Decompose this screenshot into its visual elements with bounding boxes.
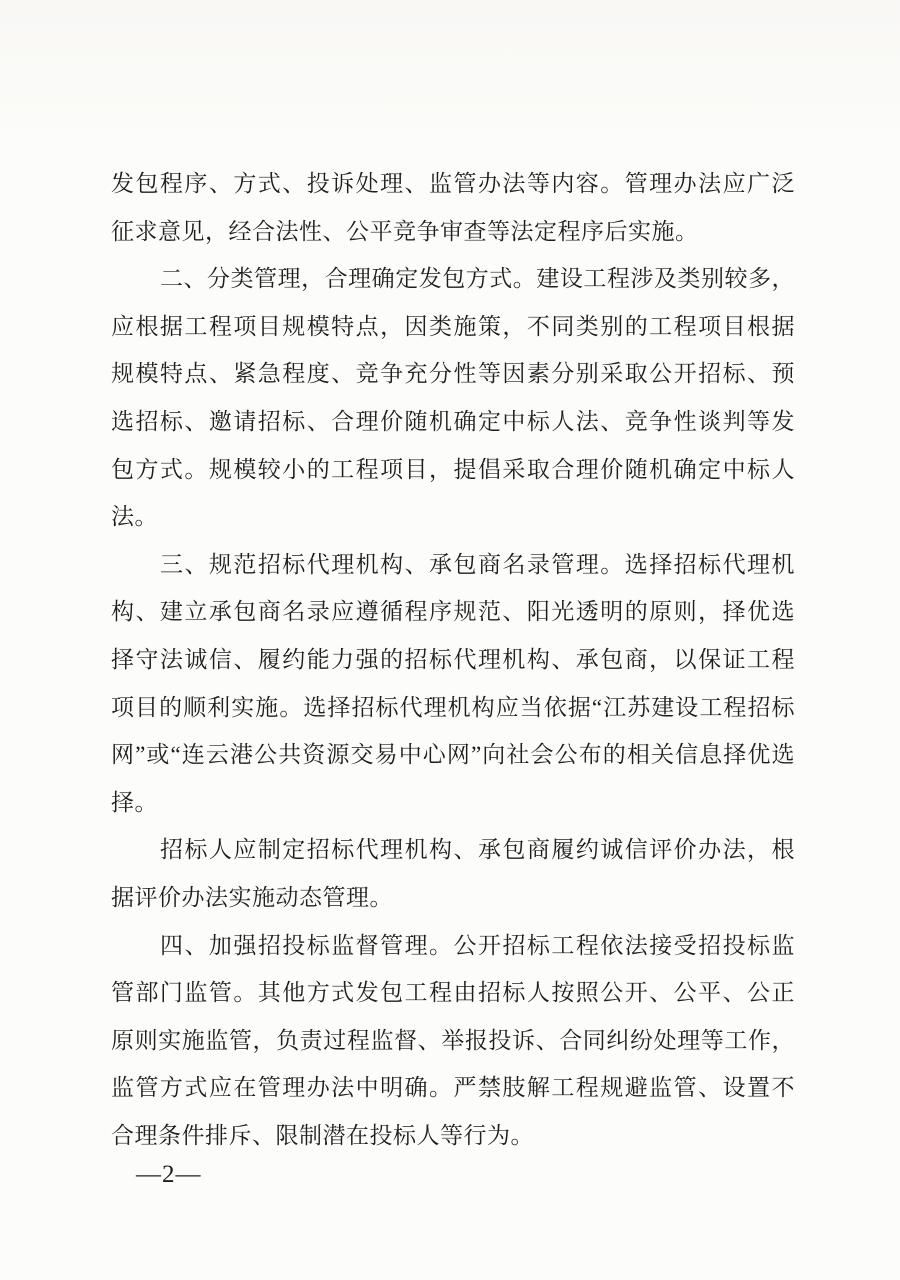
text-line: 发包程序、方式、投诉处理、监管办法等内容。管理办法应广泛 [111,171,795,196]
paragraph [111,922,795,1160]
paragraph [111,255,795,541]
text-line: 项目的顺利实施。选择招标代理机构应当依据“江苏建设工程招标 [111,694,795,720]
page-number: —2— [136,1161,202,1188]
text-line: 三、规范招标代理机构、承包商名录管理。选择招标代理机 [160,551,795,577]
text-line: 征求意见，经合法性、公平竞争审查等法定程序后实施。 [111,218,699,244]
paragraph [111,541,795,827]
text-line: 选招标、邀请招标、合理价随机确定中标人法、竞争性谈判等发 [111,408,795,434]
text-line: 择守法诚信、履约能力强的招标代理机构、承包商，以保证工程 [111,646,795,672]
text-line: 择。 [111,789,158,815]
document-body [111,160,795,1159]
text-line: 包方式。规模较小的工程项目，提倡采取合理价随机确定中标人 [111,456,795,482]
text-line: 招标人应制定招标代理机构、承包商履约诚信评价办法，根 [160,837,795,863]
text-line: 管部门监管。其他方式发包工程由招标人按照公开、公平、公正 [111,980,795,1006]
text-line: 网”或“连云港公共资源交易中心网”向社会公布的相关信息择优选 [111,742,795,768]
text-line: 二、分类管理，合理确定发包方式。建设工程涉及类别较多， [160,266,795,292]
text-line: 四、加强招投标监督管理。公开招标工程依法接受招投标监 [160,932,795,958]
text-line: 构、建立承包商名录应遵循程序规范、阳光透明的原则，择优选 [111,599,795,625]
paragraph [111,160,795,255]
text-line: 合理条件排斥、限制潜在投标人等行为。 [111,1122,534,1148]
text-line: 原则实施监管，负责过程监督、举报投诉、合同纠纷处理等工作， [111,1027,795,1053]
text-line: 法。 [111,504,158,530]
text-line: 规模特点、紧急程度、竞争充分性等因素分别采取公开招标、预 [111,361,795,387]
text-line: 据评价办法实施动态管理。 [111,884,393,910]
paragraph [111,826,795,921]
text-line: 监管方式应在管理办法中明确。严禁肢解工程规避监管、设置不 [111,1075,795,1101]
text-line: 应根据工程项目规模特点，因类施策，不同类别的工程项目根据 [111,313,795,339]
